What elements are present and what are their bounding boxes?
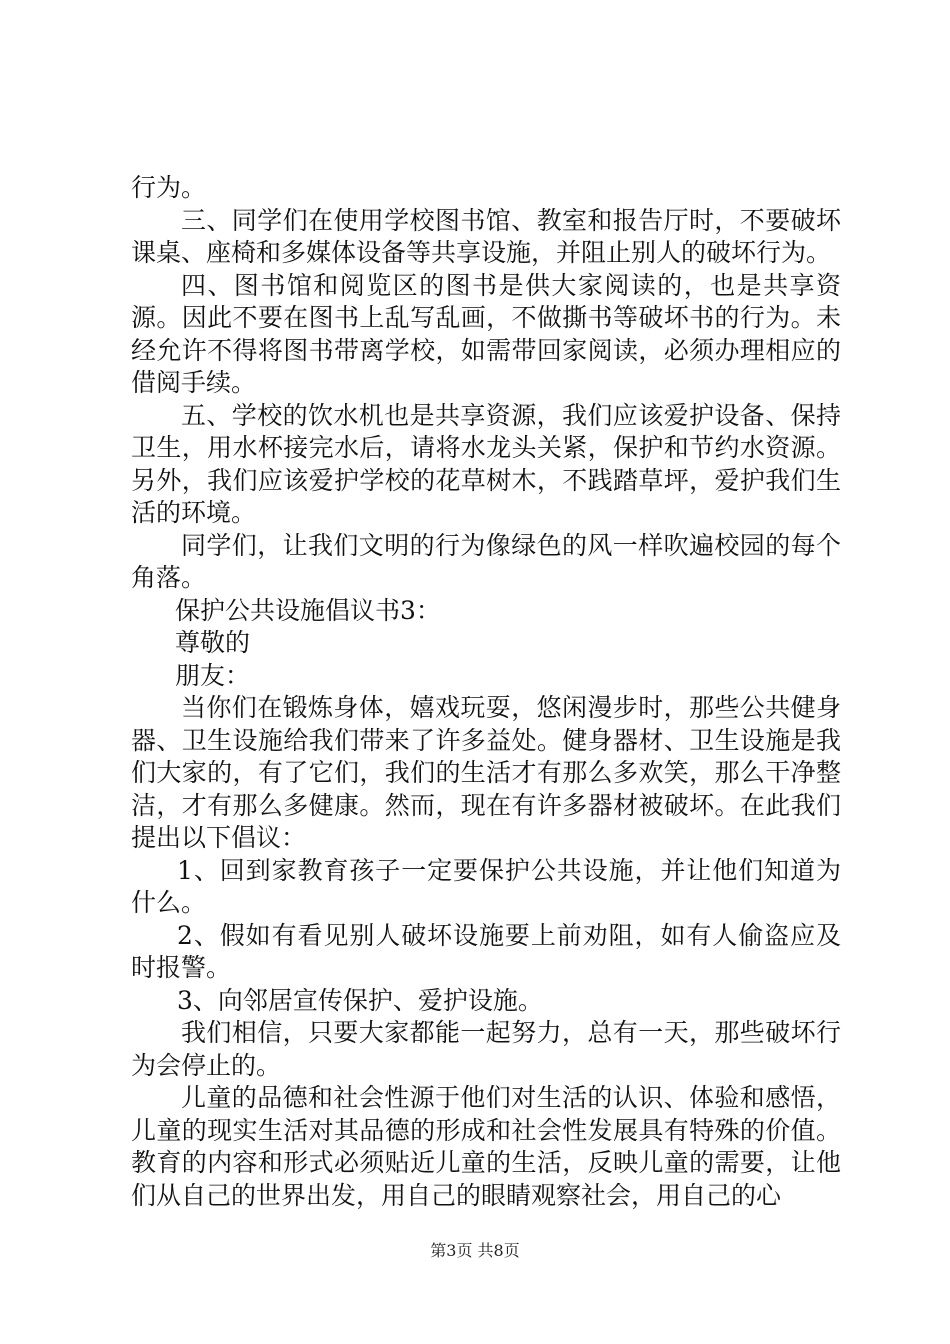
proposal-item-1: 1、回到家教育孩子一定要保护公共设施，并让他们知道为什么。 bbox=[131, 855, 841, 917]
paragraph-item-4: 四、图书馆和阅览区的图书是供大家阅读的，也是共享资源。因此不要在图书上乱写乱画，不做撕书等破坏书的行为。未经允许不得将图书带离学校，如需带回家阅读，必须办理相应的借阅手续。 bbox=[131, 270, 841, 397]
salutation-line-1: 尊敬的 bbox=[175, 628, 251, 657]
paragraph-closing: 同学们，让我们文明的行为像绿色的风一样吹遍校园的每个角落。 bbox=[131, 530, 841, 592]
document-body bbox=[131, 172, 841, 1212]
paragraph-intro: 当你们在锻炼身体，嬉戏玩耍，悠闲漫步时，那些公共健身器、卫生设施给我们带来了许多益处。健身器材、卫生设施是我们大家的，有了它们，我们的生活才有那么多欢笑，那么干净整洁，才有那么多健康。然而，现在有许多器材被破坏。在此我们提出以下倡议： bbox=[131, 693, 841, 852]
paragraph-continuation: 行为。 bbox=[131, 173, 207, 202]
section-heading: 保护公共设施倡议书3： bbox=[175, 595, 441, 625]
paragraph-conclusion: 我们相信，只要大家都能一起努力，总有一天，那些破坏行为会停止的。 bbox=[131, 1018, 841, 1080]
paragraph-item-5: 五、学校的饮水机也是共享资源，我们应该爱护设备、保持卫生，用水杯接完水后，请将水龙头关紧，保护和节约水资源。另外，我们应该爱护学校的花草树木，不践踏草坪，爱护我们生活的环境。 bbox=[131, 400, 841, 527]
paragraph-item-3: 三、同学们在使用学校图书馆、教室和报告厅时，不要破坏课桌、座椅和多媒体设备等共享设施，并阻止别人的破坏行为。 bbox=[131, 205, 841, 267]
proposal-item-3: 3、向邻居宣传保护、爱护设施。 bbox=[177, 985, 543, 1015]
paragraph-education: 儿童的品德和社会性源于他们对生活的认识、体验和感悟，儿童的现实生活对其品德的形成和社会性发展具有特殊的价值。教育的内容和形式必须贴近儿童的生活，反映儿童的需要，让他们从自己的世界出发，用自己的眼睛观察社会，用自己的心 bbox=[131, 1083, 841, 1210]
salutation-line-2: 朋友： bbox=[175, 660, 251, 690]
proposal-item-2: 2、假如有看见别人破坏设施要上前劝阻，如有人偷盗应及时报警。 bbox=[131, 920, 841, 982]
page-footer: 第3页 共8页 bbox=[430, 1241, 520, 1260]
